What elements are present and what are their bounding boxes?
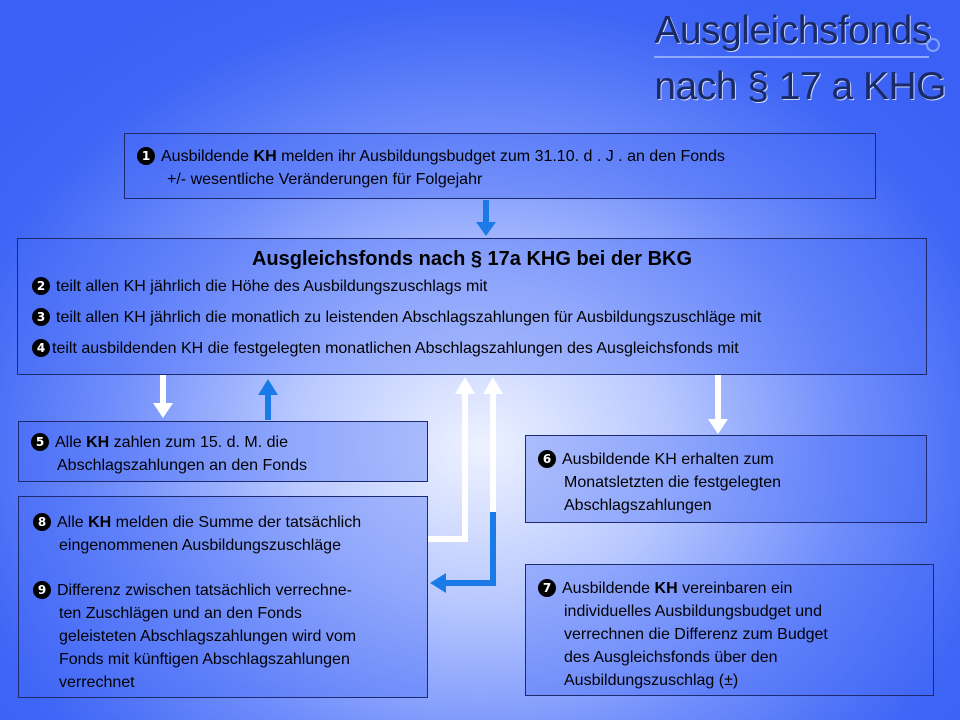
- step-4-badge: 4: [32, 339, 50, 357]
- box-step-1: 1 Ausbildende KH melden ihr Ausbildungsbudget zum 31.10. d . J . an den Fonds +/- wesentliche Veränderungen für Folgejahr: [124, 133, 876, 199]
- box-fund: [17, 238, 927, 375]
- step-7-badge: 7: [538, 579, 556, 597]
- step-5-line-2: Abschlagszahlungen an den Fonds: [57, 457, 307, 474]
- step-6-badge: 6: [538, 450, 556, 468]
- fund-item-4: 4 teilt ausbildenden KH die festgelegten monatlichen Abschlagszahlungen des Ausgleichsfonds mit: [32, 337, 926, 360]
- arrow-box5-to-fund: [258, 379, 278, 420]
- step-8-badge: 8: [33, 513, 51, 531]
- title-line-2: nach § 17 a KHG: [654, 65, 946, 108]
- fund-item-3: 3 teilt allen KH jährlich die monatlich zu leistenden Abschlagszahlungen für Ausbildungszuschläge mit: [32, 306, 926, 329]
- box-step-8-9: 8 Alle KH melden die Summe der tatsächlich eingenommenen Ausbildungszuschläge 9 Differenz zwischen tatsächlich verrechne- ten Zuschlägen und an den Fonds geleisteten Abschlagszahlungen wird vom Fonds mit künftigen Abschlagszahlungen verrechnet: [18, 496, 428, 698]
- box-step-6: 6 Ausbildende KH erhalten zum Monatsletzten die festgelegten Abschlagszahlungen: [525, 435, 927, 523]
- step-1-line-2: +/- wesentliche Veränderungen für Folgejahr: [167, 171, 483, 188]
- arrow-fund-to-box5: [153, 375, 173, 418]
- fund-item-2: 2 teilt allen KH jährlich die Höhe des Ausbildungszuschlags mit: [32, 275, 926, 298]
- step-5-badge: 5: [31, 433, 49, 451]
- arrow-fund-to-box6: [708, 375, 728, 434]
- box-step-7: 7 Ausbildende KH vereinbaren ein individuelles Ausbildungsbudget und verrechnen die Differenz zum Budget des Ausgleichsfonds über den Ausbildungszuschlag (±): [525, 564, 934, 696]
- step-2-badge: 2: [32, 277, 50, 295]
- arrow-box1-to-fund: [476, 200, 496, 236]
- box-step-5: 5 Alle KH zahlen zum 15. d. M. die Abschlagszahlungen an den Fonds: [18, 421, 428, 482]
- title-line-1: Ausgleichsfonds: [654, 9, 931, 52]
- step-9-badge: 9: [33, 581, 51, 599]
- arrow-box8-to-fund: [428, 377, 475, 539]
- fund-heading: Ausgleichsfonds nach § 17a KHG bei der BKG: [251, 248, 693, 270]
- step-1-badge: 1: [137, 147, 155, 165]
- step-3-badge: 3: [32, 308, 50, 326]
